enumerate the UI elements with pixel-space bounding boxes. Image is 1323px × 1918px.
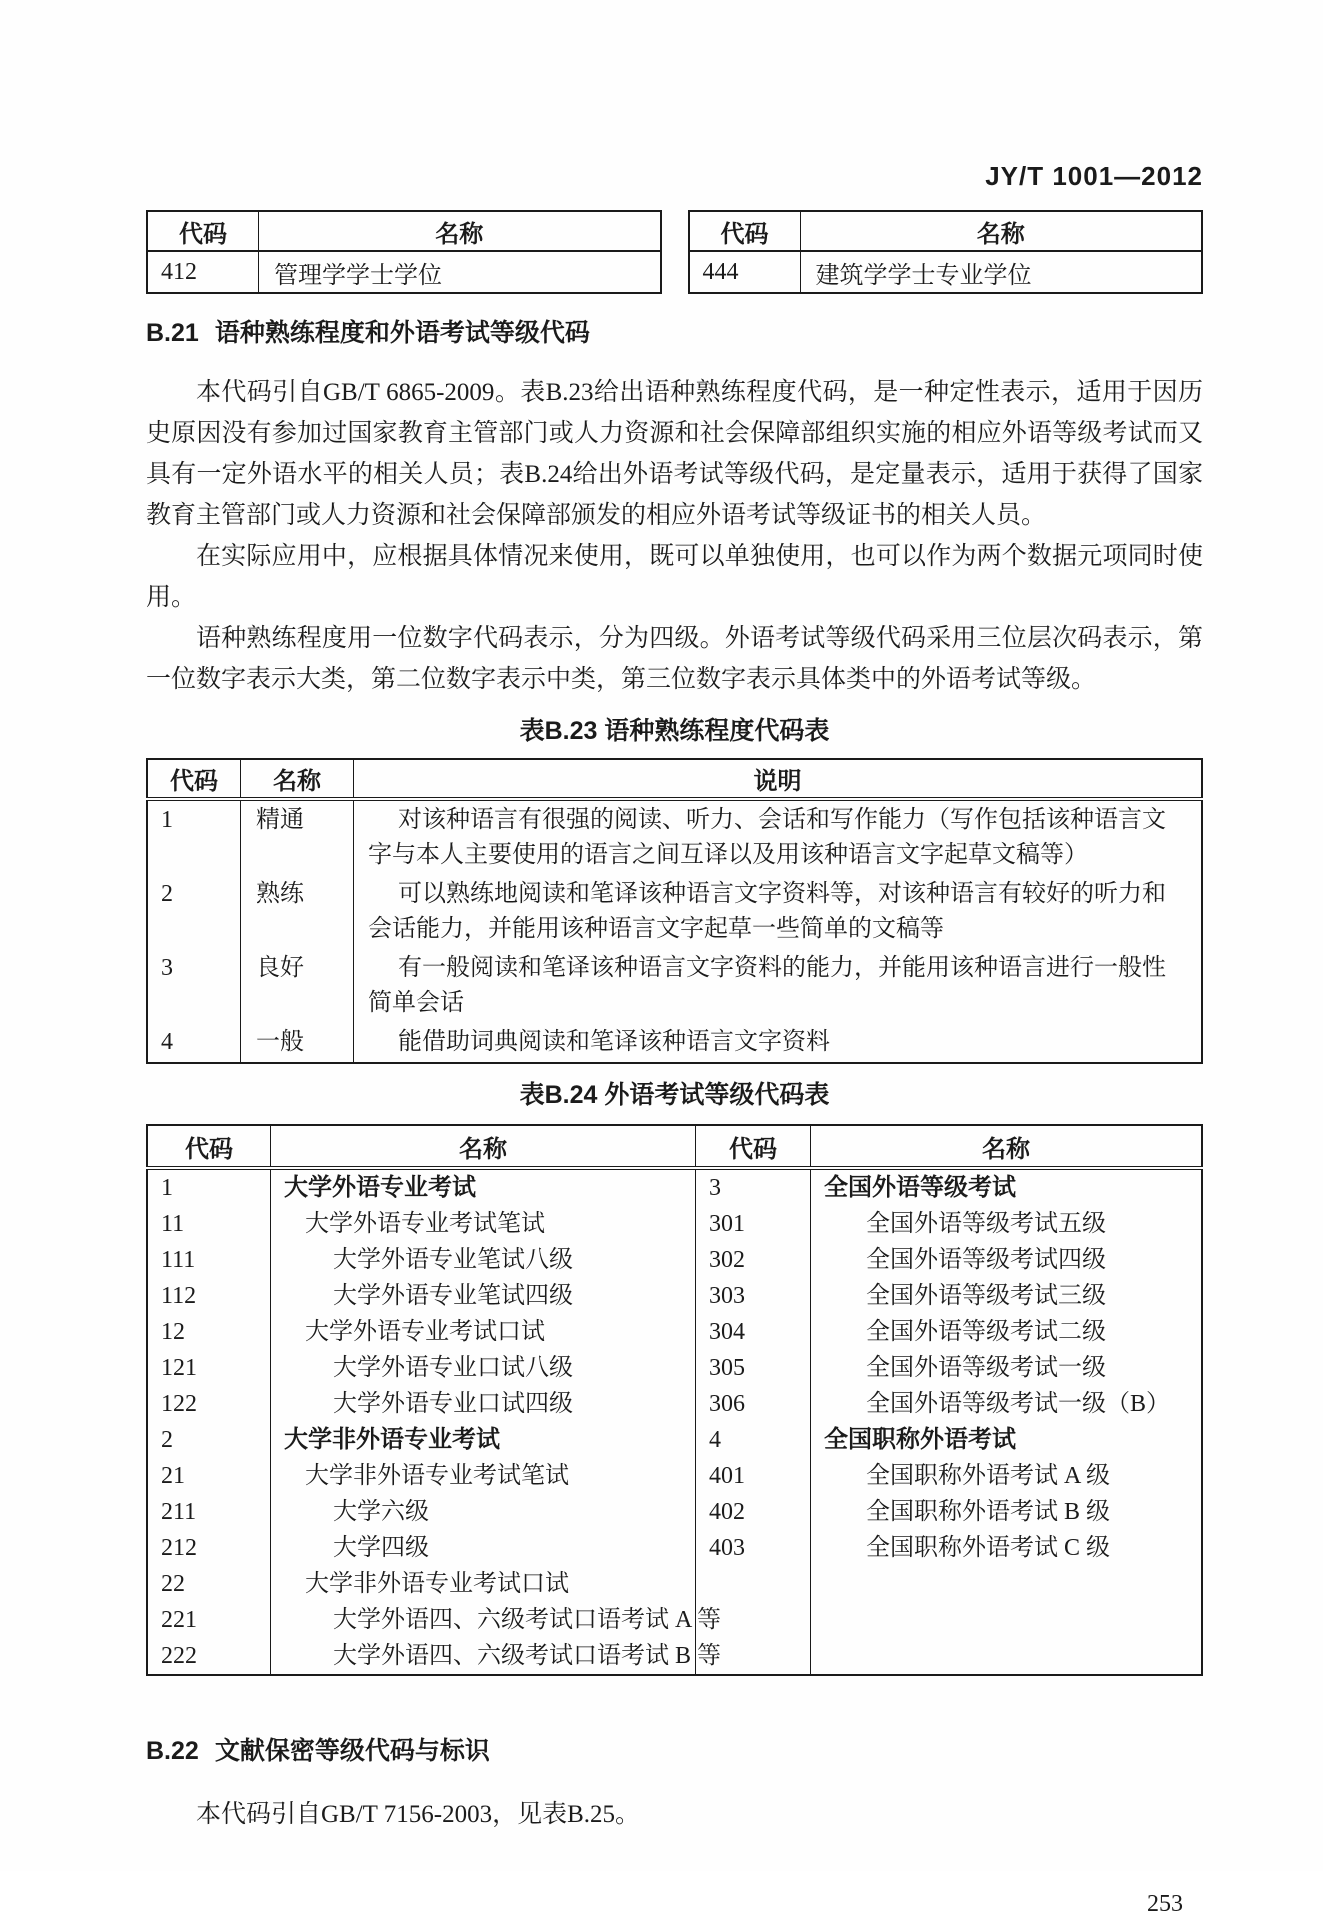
section-b22-heading bbox=[146, 1734, 1203, 1768]
table-b24 bbox=[146, 1124, 1203, 1676]
cell-desc: 对该种语言有很强的阅读、听力、会话和写作能力（写作包括该种语言文字与本人主要使用的语言之间互译以及用该种语言文字起草文稿等） bbox=[354, 799, 1203, 875]
cell-code bbox=[696, 1566, 811, 1602]
table-row bbox=[147, 1278, 1202, 1314]
cell-code: 402 bbox=[696, 1494, 811, 1530]
table-row bbox=[147, 1638, 1202, 1675]
section-b21-heading bbox=[146, 316, 1203, 350]
cell-code: 2 bbox=[147, 1422, 271, 1458]
cell-code: 11 bbox=[147, 1206, 271, 1242]
cell-code: 303 bbox=[696, 1278, 811, 1314]
table-row bbox=[147, 875, 1202, 949]
cell-desc: 可以熟练地阅读和笔译该种语言文字资料等，对该种语言有较好的听力和会话能力，并能用该种语言文字起草一些简单的文稿等 bbox=[354, 875, 1203, 949]
cell-name: 大学外语专业考试口试 bbox=[271, 1314, 696, 1350]
table-header-row bbox=[147, 759, 1202, 799]
cell-name: 全国外语等级考试 bbox=[811, 1168, 1203, 1206]
cell-code: 4 bbox=[696, 1422, 811, 1458]
column-header-name: 名称 bbox=[259, 211, 661, 251]
cell-name: 大学非外语专业考试 bbox=[271, 1422, 696, 1458]
cell-code: 111 bbox=[147, 1242, 271, 1278]
cell-name: 大学外语专业笔试四级 bbox=[271, 1278, 696, 1314]
cell-name bbox=[811, 1566, 1203, 1602]
column-header-name: 名称 bbox=[811, 1125, 1203, 1168]
cell-code: 222 bbox=[147, 1638, 271, 1675]
body-paragraph: 本代码引自GB/T 6865-2009。表B.23给出语种熟练程度代码，是一种定性表示，适用于因历史原因没有参加过国家教育主管部门或人力资源和社会保障部组织实施的相应外语等级考试而又具有一定外语水平的相关人员；表B.24给出外语考试等级代码，是定量表示，适用于获得了国家教育主管部门或人力资源和社会保障部颁发的相应外语考试等级证书的相关人员。 bbox=[146, 379, 1203, 529]
cell-name: 全国外语等级考试四级 bbox=[811, 1242, 1203, 1278]
cell-code: 221 bbox=[147, 1602, 271, 1638]
cell-code: 2 bbox=[147, 875, 241, 949]
cell-code: 4 bbox=[147, 1023, 241, 1063]
cell-code: 306 bbox=[696, 1386, 811, 1422]
cell-code: 12 bbox=[147, 1314, 271, 1350]
table-b23 bbox=[146, 758, 1203, 1064]
cell-code: 412 bbox=[147, 251, 259, 293]
cell-name: 精通 bbox=[241, 799, 354, 875]
cell-code: 212 bbox=[147, 1530, 271, 1566]
degree-code-tables bbox=[146, 210, 1203, 294]
degree-table-left bbox=[146, 210, 662, 294]
cell-name: 全国职称外语考试 A 级 bbox=[811, 1458, 1203, 1494]
table-row bbox=[147, 1386, 1202, 1422]
cell-code: 302 bbox=[696, 1242, 811, 1278]
cell-name: 大学外语专业口试八级 bbox=[271, 1350, 696, 1386]
table-header-row bbox=[147, 1125, 1202, 1168]
cell-name: 大学非外语专业考试笔试 bbox=[271, 1458, 696, 1494]
table-row bbox=[147, 949, 1202, 1023]
cell-code: 121 bbox=[147, 1350, 271, 1386]
page-number: 253 bbox=[1147, 1891, 1183, 1917]
table-row bbox=[147, 799, 1202, 875]
section-title: 文献保密等级代码与标识 bbox=[214, 1737, 490, 1765]
cell-desc: 有一般阅读和笔译该种语言文字资料的能力，并能用该种语言进行一般性简单会话 bbox=[354, 949, 1203, 1023]
cell-name bbox=[811, 1602, 1203, 1638]
column-header-name: 名称 bbox=[241, 759, 354, 799]
cell-name: 全国外语等级考试一级（B） bbox=[811, 1386, 1203, 1422]
cell-code: 444 bbox=[689, 251, 801, 293]
section-number: B.22 bbox=[146, 1737, 199, 1765]
cell-code: 22 bbox=[147, 1566, 271, 1602]
cell-name: 全国职称外语考试 bbox=[811, 1422, 1203, 1458]
cell-name: 全国外语等级考试三级 bbox=[811, 1278, 1203, 1314]
cell-name: 大学外语专业口试四级 bbox=[271, 1386, 696, 1422]
table-row bbox=[147, 1422, 1202, 1458]
cell-name: 全国职称外语考试 B 级 bbox=[811, 1494, 1203, 1530]
cell-code: 1 bbox=[147, 1168, 271, 1206]
section-number: B.21 bbox=[146, 319, 199, 347]
cell-code: 1 bbox=[147, 799, 241, 875]
table-row bbox=[147, 1458, 1202, 1494]
cell-name: 全国外语等级考试一级 bbox=[811, 1350, 1203, 1386]
column-header-code: 代码 bbox=[147, 759, 241, 799]
cell-code: 211 bbox=[147, 1494, 271, 1530]
cell-name: 大学外语四、六级考试口语考试 B 等 bbox=[271, 1638, 696, 1675]
table-row bbox=[147, 1206, 1202, 1242]
cell-code: 401 bbox=[696, 1458, 811, 1494]
cell-code: 3 bbox=[147, 949, 241, 1023]
cell-name: 良好 bbox=[241, 949, 354, 1023]
cell-code: 3 bbox=[696, 1168, 811, 1206]
table-row bbox=[147, 251, 661, 293]
cell-desc: 能借助词典阅读和笔译该种语言文字资料 bbox=[354, 1023, 1203, 1063]
cell-name: 建筑学学士专业学位 bbox=[800, 251, 1202, 293]
column-header-code: 代码 bbox=[147, 1125, 271, 1168]
cell-name: 全国外语等级考试二级 bbox=[811, 1314, 1203, 1350]
column-header-name: 名称 bbox=[800, 211, 1202, 251]
cell-code: 305 bbox=[696, 1350, 811, 1386]
cell-name: 全国职称外语考试 C 级 bbox=[811, 1530, 1203, 1566]
body-paragraph: 在实际应用中，应根据具体情况来使用，既可以单独使用，也可以作为两个数据元项同时使用。 bbox=[146, 543, 1203, 611]
column-header-code: 代码 bbox=[147, 211, 259, 251]
table-row bbox=[147, 1602, 1202, 1638]
cell-name: 大学非外语专业考试口试 bbox=[271, 1566, 696, 1602]
table-row bbox=[147, 1242, 1202, 1278]
doc-number: JY/T 1001—2012 bbox=[985, 161, 1203, 191]
degree-table-right bbox=[688, 210, 1204, 294]
table-b23-title: 表B.23 语种熟练程度代码表 bbox=[519, 717, 830, 745]
table-row bbox=[147, 1023, 1202, 1063]
table-row bbox=[147, 1168, 1202, 1206]
body-paragraph: 语种熟练程度用一位数字代码表示，分为四级。外语考试等级代码采用三位层次码表示，第一位数字表示大类，第二位数字表示中类，第三位数字表示具体类中的外语考试等级。 bbox=[146, 625, 1203, 693]
cell-name: 大学外语四、六级考试口语考试 A 等 bbox=[271, 1602, 696, 1638]
column-header-code: 代码 bbox=[689, 211, 801, 251]
cell-name: 一般 bbox=[241, 1023, 354, 1063]
column-header-code: 代码 bbox=[696, 1125, 811, 1168]
cell-name: 大学四级 bbox=[271, 1530, 696, 1566]
cell-name: 大学六级 bbox=[271, 1494, 696, 1530]
cell-code: 122 bbox=[147, 1386, 271, 1422]
cell-name: 全国外语等级考试五级 bbox=[811, 1206, 1203, 1242]
cell-code: 301 bbox=[696, 1206, 811, 1242]
cell-code: 112 bbox=[147, 1278, 271, 1314]
column-header-name: 名称 bbox=[271, 1125, 696, 1168]
column-header-desc: 说明 bbox=[354, 759, 1203, 799]
table-header-row bbox=[689, 211, 1203, 251]
cell-name: 大学外语专业笔试八级 bbox=[271, 1242, 696, 1278]
table-row bbox=[689, 251, 1203, 293]
table-row bbox=[147, 1314, 1202, 1350]
section-title: 语种熟练程度和外语考试等级代码 bbox=[214, 319, 590, 347]
cell-code: 21 bbox=[147, 1458, 271, 1494]
cell-name: 熟练 bbox=[241, 875, 354, 949]
table-row bbox=[147, 1494, 1202, 1530]
cell-name: 管理学学士学位 bbox=[259, 251, 661, 293]
table-row bbox=[147, 1566, 1202, 1602]
table-header-row bbox=[147, 211, 661, 251]
body-paragraph: 本代码引自GB/T 7156-2003，见表B.25。 bbox=[196, 1801, 640, 1828]
table-row bbox=[147, 1530, 1202, 1566]
cell-code: 304 bbox=[696, 1314, 811, 1350]
cell-name bbox=[811, 1638, 1203, 1675]
table-b24-title: 表B.24 外语考试等级代码表 bbox=[519, 1081, 830, 1109]
cell-name: 大学外语专业考试 bbox=[271, 1168, 696, 1206]
cell-code: 403 bbox=[696, 1530, 811, 1566]
cell-name: 大学外语专业考试笔试 bbox=[271, 1206, 696, 1242]
table-row bbox=[147, 1350, 1202, 1386]
